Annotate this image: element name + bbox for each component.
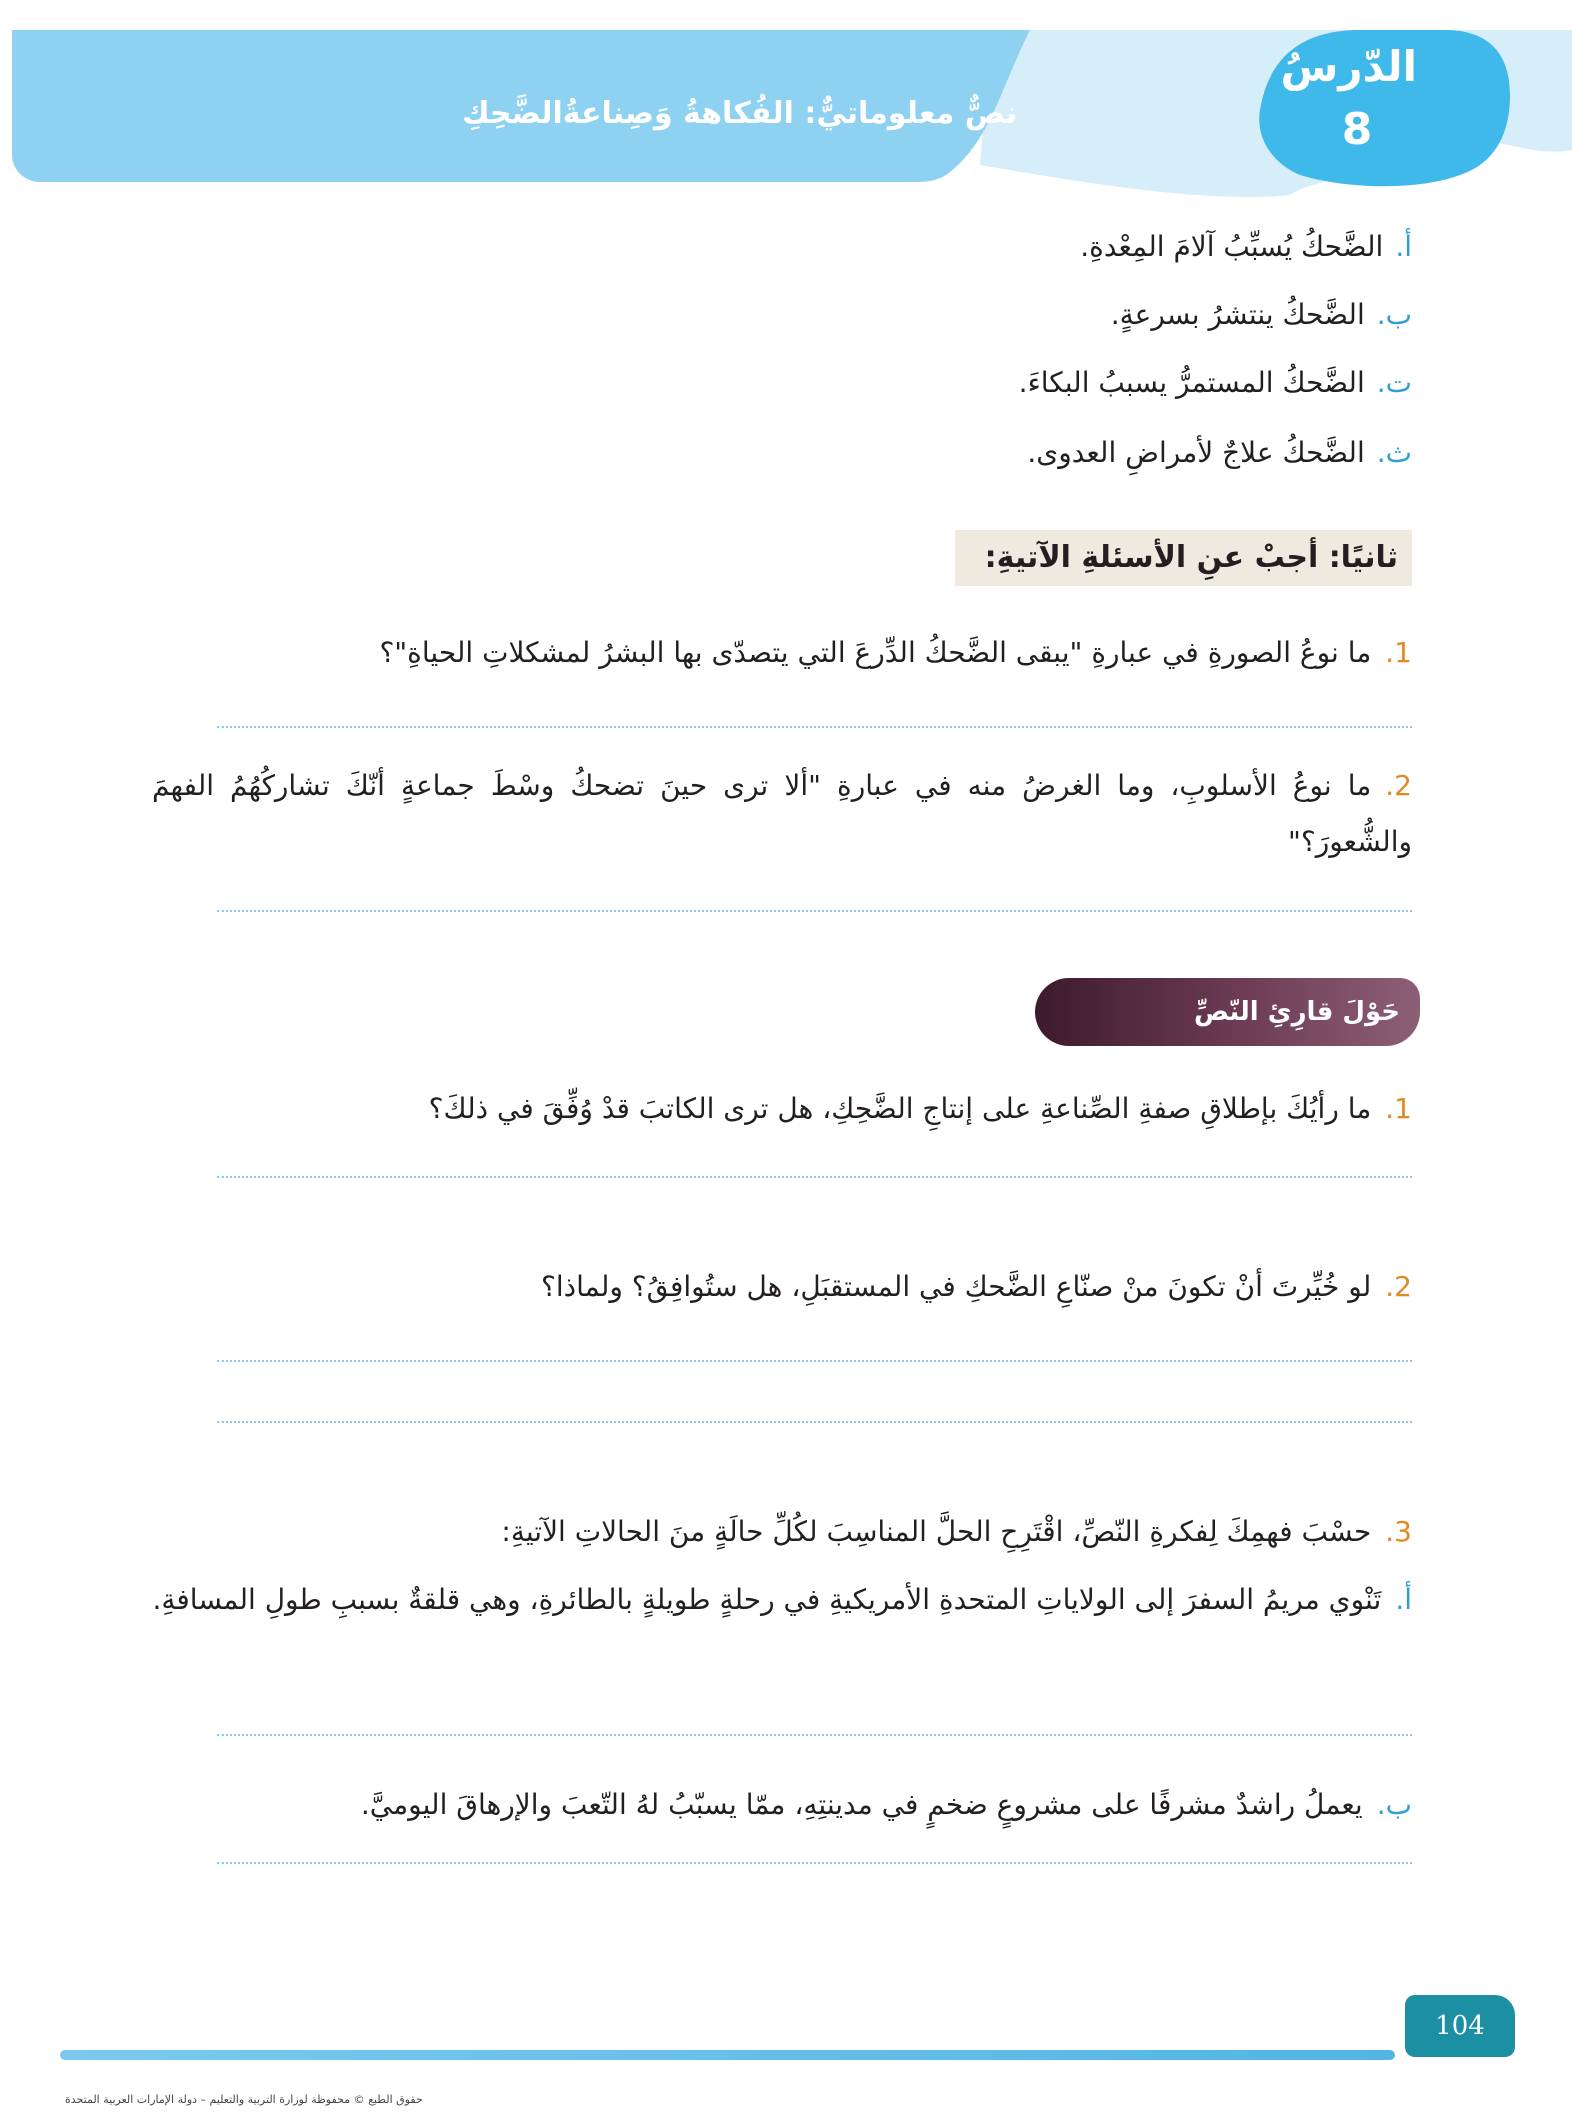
case-text: تَنْوي مريمُ السفرَ إلى الولاياتِ المتحدةِ الأمريكيةِ في رحلةٍ طويلةٍ بالطائرةِ، وهي قلقةٌ بسببِ طولِ المسافةِ.: [152, 1583, 1382, 1616]
choice-text: الضَّحكُ علاجٌ لأمراضِ العدوى.: [1027, 436, 1365, 469]
page-number: 104: [1405, 1995, 1515, 2057]
question-number: 3.: [1385, 1515, 1412, 1548]
section-heading: ثانيًا: أجبْ عنِ الأسئلةِ الآتيةِ:: [955, 530, 1412, 586]
case-marker: ب.: [1376, 1788, 1412, 1821]
answer-line[interactable]: [217, 1734, 1412, 1736]
choice-text: الضَّحكُ المستمرُّ يسببُ البكاءَ.: [1018, 366, 1365, 399]
answer-line[interactable]: [217, 1421, 1412, 1423]
question-number: 2.: [1385, 1270, 1412, 1303]
page-title: نصٌّ معلوماتيٌّ: الفُكاهةُ وَصِناعةُالضَّحِكِ: [462, 96, 1017, 131]
case-item: [152, 1788, 1412, 1821]
choice-text: الضَّحكُ ينتشرُ بسرعةٍ.: [1110, 298, 1365, 331]
question-item: [152, 1515, 1412, 1548]
answer-line[interactable]: [217, 1176, 1412, 1178]
choice-item: [1080, 230, 1412, 263]
answer-line[interactable]: [217, 1360, 1412, 1362]
question-text: لو خُيِّرتَ أنْ تكونَ منْ صنّاعِ الضَّحكِ في المستقبَلِ، هل ستُوافِقُ؟ ولماذا؟: [541, 1270, 1372, 1303]
choice-item: [1019, 366, 1412, 399]
question-text: حسْبَ فهمِكَ لِفكرةِ النّصِّ، اقْتَرِحِ الحلَّ المناسِبَ لكُلِّ حالَةٍ منَ الحالاتِ الآتيةِ:: [501, 1515, 1372, 1548]
question-number: 1.: [1385, 636, 1412, 669]
choice-marker: ت.: [1376, 366, 1412, 399]
choice-marker: ب.: [1376, 298, 1412, 331]
reader-section-title: حَوْلَ قارِئِ النّصِّ: [1193, 997, 1400, 1027]
reader-section-heading: [1035, 978, 1420, 1046]
question-item: [152, 636, 1412, 669]
copyright-notice: حقوق الطبع © محفوظة لوزارة التربية والتعليم – دولة الإمارات العربية المتحدة: [65, 2093, 423, 2106]
question-text: ما رأيُكَ بإطلاقِ صفةِ الصِّناعةِ على إنتاجِ الضَّحِكِ، هل ترى الكاتبَ قدْ وُفِّقَ في ذلكَ؟: [428, 1092, 1372, 1125]
question-item: [152, 1270, 1412, 1303]
choice-marker: أ.: [1395, 230, 1412, 263]
footer-bar: [60, 2050, 1395, 2060]
question-item: [152, 1092, 1412, 1125]
answer-line[interactable]: [217, 910, 1412, 912]
choice-item: [1027, 436, 1412, 469]
choice-text: الضَّحكُ يُسبِّبُ آلامَ المِعْدةِ.: [1080, 230, 1384, 263]
answer-line[interactable]: [217, 1862, 1412, 1864]
question-number: 2.: [1385, 769, 1412, 802]
case-item: [152, 1572, 1412, 1628]
lesson-number: 8: [1341, 104, 1373, 155]
lesson-label: الدّرسُ: [1280, 42, 1417, 91]
question-number: 1.: [1385, 1092, 1412, 1125]
choice-item: [1111, 298, 1412, 331]
choice-marker: ث.: [1376, 436, 1412, 469]
answer-line[interactable]: [217, 726, 1412, 728]
question-text: ما نوعُ الصورةِ في عبارةِ "يبقى الضَّحكُ الدِّرعَ التي يتصدّى بها البشرُ لمشكلاتِ الحياةِ"؟: [379, 636, 1372, 669]
question-item: [152, 758, 1412, 870]
case-text: يعملُ راشدٌ مشرفًا على مشروعٍ ضخمٍ في مدينتِهِ، ممّا يسبّبُ لهُ التّعبَ والإرهاقَ اليوميَّ.: [360, 1788, 1363, 1821]
case-marker: أ.: [1395, 1583, 1412, 1616]
question-text: ما نوعُ الأسلوبِ، وما الغرضُ منه في عبارةِ "ألا ترى حينَ تضحكُ وسْطَ جماعةٍ أنّكَ تشاركُهُمُ الفهمَ والشُّعورَ؟": [152, 769, 1412, 858]
